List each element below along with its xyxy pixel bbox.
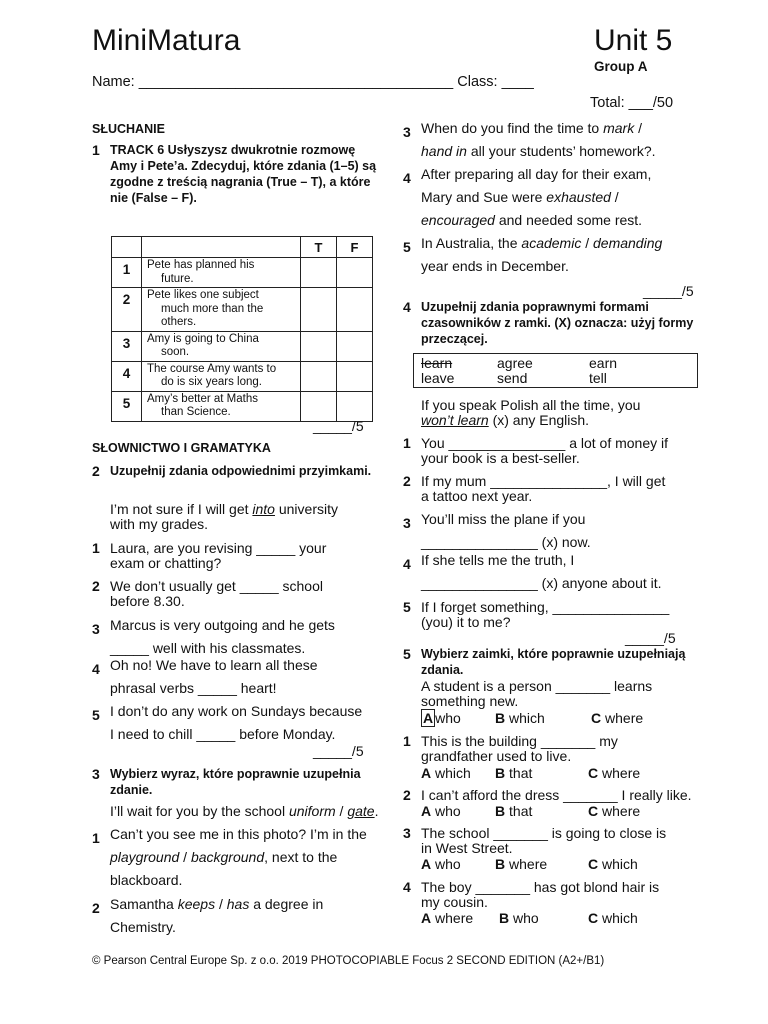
list-item: 3 The school _______ is going to close is in West Street. <box>403 825 667 856</box>
word-box-item: send <box>497 370 528 386</box>
list-item: 2 I can’t afford the dress _______ I really like. <box>403 787 692 803</box>
option-c[interactable]: C which <box>588 910 638 926</box>
option-b: B which <box>495 710 545 726</box>
list-item: 1 You _______________ a lot of money if your book is a best-seller. <box>403 435 669 466</box>
word-box-item: agree <box>497 355 533 371</box>
list-item: 5 In Australia, the academic / demanding year ends in December. <box>403 235 663 274</box>
task-5-example: A student is a person _______ learns something new. <box>421 678 653 709</box>
task-number: 1 <box>92 142 100 158</box>
answer-cell-false[interactable] <box>337 331 373 361</box>
table-row: 1 Pete has planned his future. <box>112 258 373 288</box>
option-c[interactable]: C which <box>588 856 638 872</box>
list-item: 4 If she tells me the truth, I _______________ (x) anyone about it. <box>403 552 662 591</box>
score-task-2: _____/5 <box>313 743 364 759</box>
option-b[interactable]: B that <box>495 765 533 781</box>
footer-copyright: © Pearson Central Europe Sp. z o.o. 2019 PHOTOCOPIABLE Focus 2 SECOND EDITION (A2+/B1) <box>92 955 605 967</box>
task-instruction: Wybierz zaimki, które poprawnie uzupełniają zdania. <box>421 647 686 677</box>
task-instruction: Uzupełnij zdania odpowiednimi przyimkami. <box>110 464 372 478</box>
score-task-3: _____/5 <box>643 283 694 299</box>
answer-cell-true[interactable] <box>301 361 337 391</box>
page-title: MiniMatura <box>92 24 241 57</box>
answer-cell-false[interactable] <box>337 391 373 421</box>
word-box <box>413 353 698 388</box>
list-item: 3 You’ll miss the plane if you _______________ (x) now. <box>403 511 591 550</box>
task-1 <box>92 142 382 206</box>
answer-cell-false[interactable] <box>337 288 373 332</box>
task-instruction: TRACK 6 Usłyszysz dwukrotnie rozmowę Amy i Pete’a. Zdecyduj, które zdania (1–5) są zgodne z treścią nagrania (True – T), a które nie (False – F). <box>110 143 377 205</box>
task-instruction: Uzupełnij zdania poprawnymi formami czasowników z ramki. (X) oznacza: użyj formy przeczącej. <box>421 300 694 346</box>
list-item: 3 Marcus is very outgoing and he gets _____ well with his classmates. <box>92 617 335 656</box>
list-item: 1 Laura, are you revising _____ your exam or chatting? <box>92 540 327 571</box>
table-row: 2 Pete likes one subject much more than the others. <box>112 288 373 332</box>
selected-option-marker: A <box>423 710 434 726</box>
true-false-table <box>111 236 373 422</box>
option-a[interactable]: A which <box>421 765 471 781</box>
name-class-line: Name: _______________________________________ Class: ____ <box>92 74 534 90</box>
list-item: 2 If my mum _______________, I will get a tattoo next year. <box>403 473 666 504</box>
task-2-example: I’m not sure if I will get into university with my grades. <box>110 501 338 532</box>
word-box-item: leave <box>421 370 455 386</box>
list-item: 2 Samantha keeps / has a degree in Chemistry. <box>92 896 324 935</box>
table-row: 3 Amy is going to China soon. <box>112 331 373 361</box>
option-c: C where <box>591 710 644 726</box>
task-3-example: I’ll wait for you by the school uniform / gate. <box>110 803 379 819</box>
vocab-heading: SŁOWNICTWO I GRAMATYKA <box>92 441 271 455</box>
answer-cell-true[interactable] <box>301 258 337 288</box>
answer-cell-false[interactable] <box>337 361 373 391</box>
option-a[interactable]: A who <box>421 856 461 872</box>
answer-cell-false[interactable] <box>337 258 373 288</box>
task-5: 5 Wybierz zaimki, które poprawnie uzupełniają zdania. <box>403 646 703 678</box>
task-4: 4 Uzupełnij zdania poprawnymi formami czasowników z ramki. (X) oznacza: użyj formy przeczącej. <box>403 299 703 347</box>
word-box-item: tell <box>589 370 607 386</box>
list-item: 3 When do you find the time to mark / hand in all your students’ homework?. <box>403 120 656 159</box>
task-5-example-options: A who <box>423 710 461 726</box>
table-row: 4 The course Amy wants to do is six years long. <box>112 361 373 391</box>
answer-cell-true[interactable] <box>301 331 337 361</box>
task-instruction: Wybierz wyraz, które poprawnie uzupełnia zdanie. <box>110 767 361 797</box>
total-score: Total: ___/50 <box>590 95 674 111</box>
unit-label: Unit 5 <box>594 24 673 57</box>
answer-cell-true[interactable] <box>301 391 337 421</box>
list-item: 1 Can’t you see me in this photo? I’m in the playground / background, next to the blackboard. <box>92 826 367 888</box>
answer-cell-true[interactable] <box>301 288 337 332</box>
task-2: 2 Uzupełnij zdania odpowiednimi przyimkami. <box>92 463 382 479</box>
list-item: 5 If I forget something, _______________ (you) it to me? <box>403 599 670 630</box>
option-b[interactable]: B where <box>495 856 548 872</box>
option-a[interactable]: A who <box>421 803 461 819</box>
score-task-4: _____/5 <box>625 630 676 646</box>
option-b[interactable]: B who <box>499 910 539 926</box>
example-answer: won’t learn <box>421 412 489 428</box>
list-item: 5 I don’t do any work on Sundays because I need to chill _____ before Monday. <box>92 703 363 742</box>
group-label: Group A <box>594 59 648 74</box>
word-box-item: earn <box>589 355 618 371</box>
table-row: 5 Amy’s better at Maths than Science. <box>112 391 373 421</box>
col-false: F <box>337 237 373 258</box>
word-box-item: learn <box>421 355 453 371</box>
list-item: 4 The boy _______ has got blond hair is my cousin. <box>403 879 660 910</box>
option-c[interactable]: C where <box>588 765 641 781</box>
task-4-example: If you speak Polish all the time, you won’t learn (x) any English. <box>421 397 641 428</box>
listening-heading: SŁUCHANIE <box>92 122 165 136</box>
example-answer: gate <box>347 803 375 819</box>
list-item: 4 After preparing all day for their exam, Mary and Sue were exhausted / encouraged and needed some rest. <box>403 166 652 228</box>
task-3: 3 Wybierz wyraz, które poprawnie uzupełnia zdanie. <box>92 766 382 798</box>
list-item: 2 We don’t usually get _____ school before 8.30. <box>92 578 323 609</box>
example-answer: into <box>252 501 275 517</box>
option-b[interactable]: B that <box>495 803 533 819</box>
score-task-1: _____/5 <box>313 418 364 434</box>
list-item: 1 This is the building _______ my grandfather used to live. <box>403 733 618 764</box>
option-c[interactable]: C where <box>588 803 641 819</box>
col-true: T <box>301 237 337 258</box>
option-a[interactable]: A where <box>421 910 474 926</box>
list-item: 4 Oh no! We have to learn all these phrasal verbs _____ heart! <box>92 657 318 696</box>
